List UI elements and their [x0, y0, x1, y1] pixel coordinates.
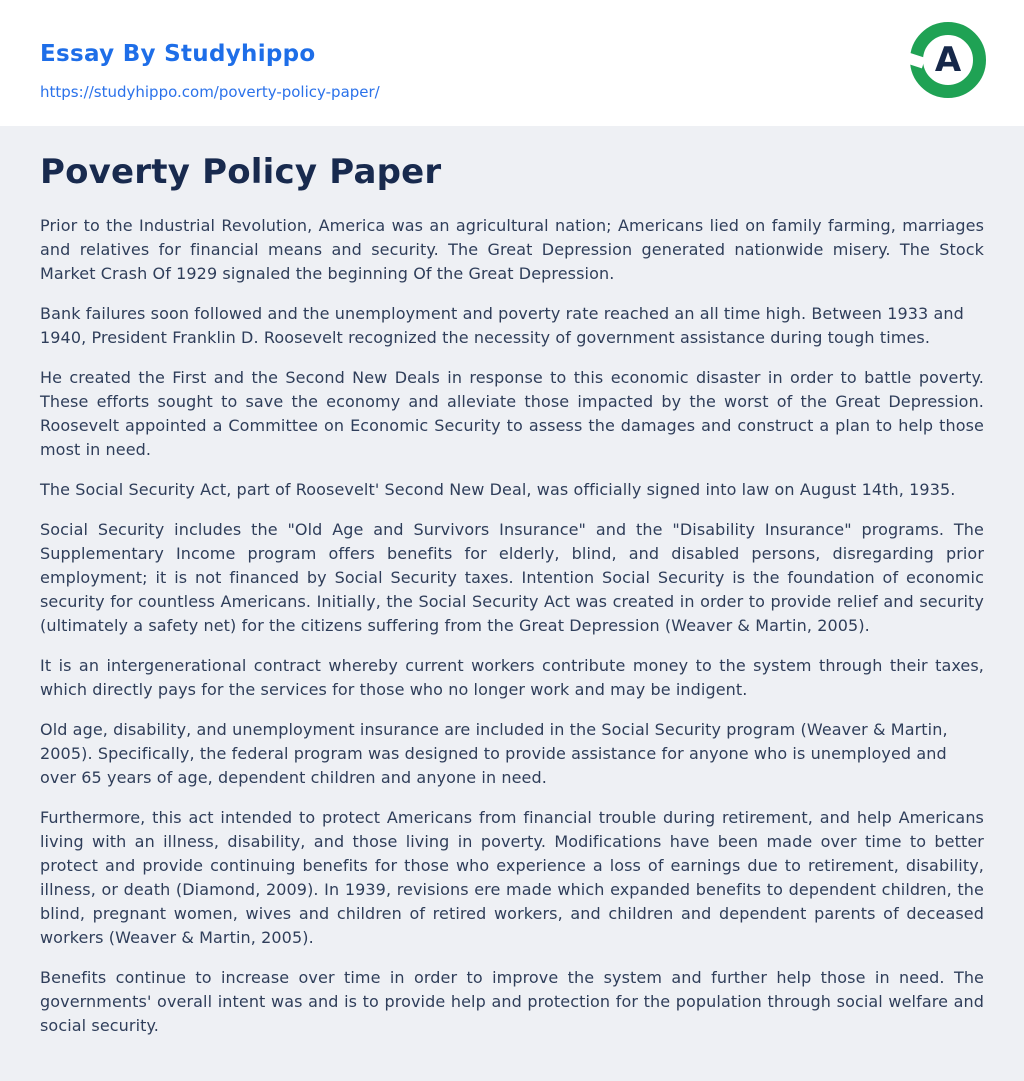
article-paragraph: Furthermore, this act intended to protect Americans from financial trouble during retirement, and help Americans living with an illness, disability, and those living in poverty. Modifications have been made over time to better protect and provide continuing benefits for those who experience a loss of earnings due to retirement, disability, illness, or death (Diamond, 2009). In 1939, revisions ere made which expanded benefits to dependent children, the blind, pregnant women, wives and children of retired workers, and children and dependent parents of deceased workers (Weaver & Martin, 2005). — [40, 808, 984, 947]
article-paragraph: Prior to the Industrial Revolution, America was an agricultural nation; Americans lied on family farming, marriages and relatives for financial means and security. The Great Depression generated nationwide misery. The Stock Market Crash Of 1929 signaled the beginning Of the Great Depression. — [40, 216, 984, 283]
article-paragraph: Benefits continue to increase over time in order to improve the system and further help those in need. The governments' overall intent was and is to provide help and protection for the population through social welfare and social security. — [40, 968, 984, 1035]
article-content — [0, 126, 1024, 1038]
article-paragraph: Social Security includes the "Old Age and Survivors Insurance" and the "Disability Insurance" programs. The Supplementary Income program offers benefits for elderly, blind, and disabled persons, disregarding prior employment; it is not financed by Social Security taxes. Intention Social Security is the foundation of economic security for countless Americans. Initially, the Social Security Act was created in order to provide relief and security (ultimately a safety net) for the citizens suffering from the Great Depression (Weaver & Martin, 2005). — [40, 520, 984, 635]
page-header — [0, 0, 1024, 126]
site-name-heading: Essay By Studyhippo — [40, 41, 316, 67]
article-body — [40, 214, 984, 1038]
article-paragraph: Old age, disability, and unemployment insurance are included in the Social Security program (Weaver & Martin, 2005). Specifically, the federal program was designed to provide assistance for anyone who is unemployed and over 65 years of age, dependent children and anyone in need. — [40, 720, 948, 787]
article-source-link[interactable]: https://studyhippo.com/poverty-policy-paper/ — [40, 83, 380, 102]
page-title: Poverty Policy Paper — [40, 152, 442, 192]
logo-letter: A — [934, 40, 962, 80]
studyhippo-logo-icon — [910, 22, 986, 98]
article-paragraph: Bank failures soon followed and the unemployment and poverty rate reached an all time high. Between 1933 and 1940, President Franklin D. Roosevelt recognized the necessity of government assistance during tough times. — [40, 304, 964, 347]
article-paragraph: It is an intergenerational contract whereby current workers contribute money to the system through their taxes, which directly pays for the services for those who no longer work and may be indigent. — [40, 656, 984, 699]
article-paragraph: The Social Security Act, part of Roosevelt' Second New Deal, was officially signed into law on August 14th, 1935. — [40, 480, 956, 499]
article-paragraph: He created the First and the Second New Deals in response to this economic disaster in order to battle poverty. These efforts sought to save the economy and alleviate those impacted by the worst of the Great Depression. Roosevelt appointed a Committee on Economic Security to assess the damages and construct a plan to help those most in need. — [40, 368, 984, 459]
